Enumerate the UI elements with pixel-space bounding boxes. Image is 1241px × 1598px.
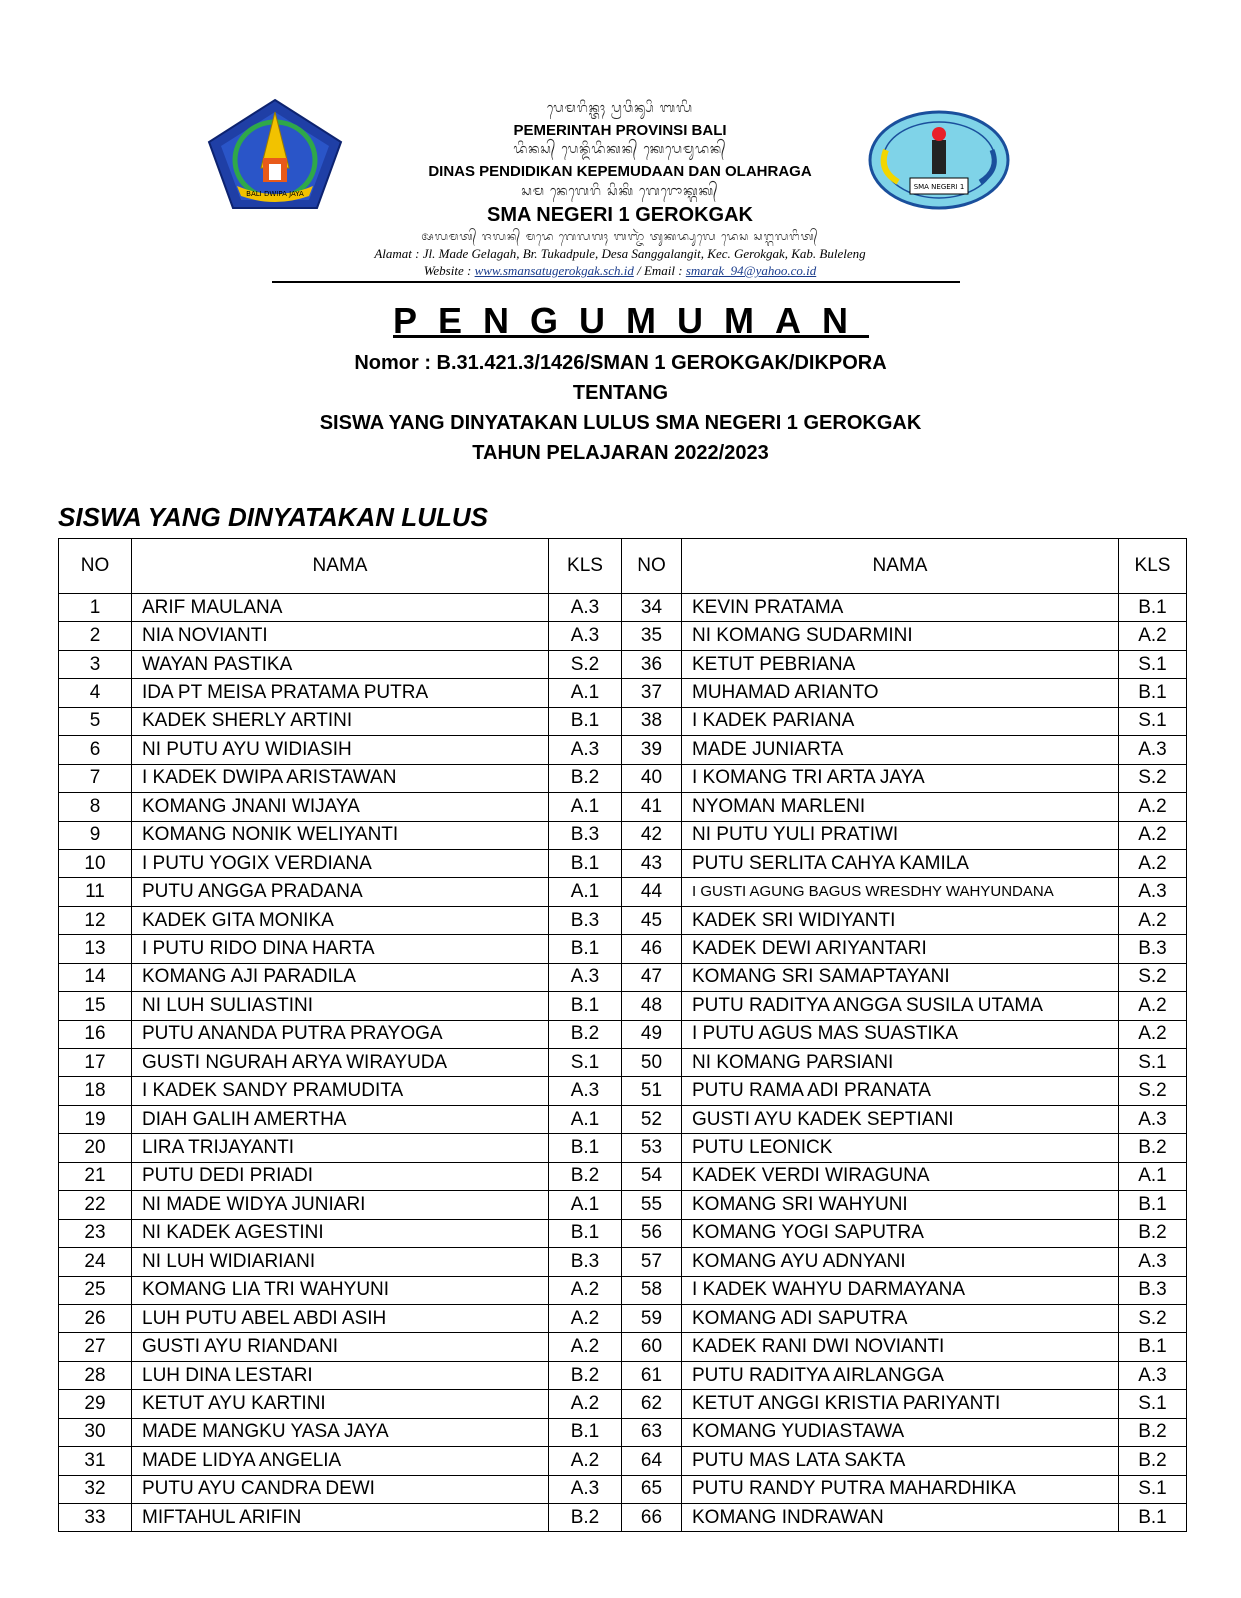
- row-no: 17: [59, 1049, 132, 1077]
- svg-text:SMA NEGERI 1: SMA NEGERI 1: [913, 183, 965, 191]
- row-class-2: B.2: [1119, 1447, 1187, 1475]
- row-name-2: I KADEK WAHYU DARMAYANA: [682, 1276, 1119, 1304]
- table-row: [59, 1020, 1187, 1048]
- row-class: A.2: [549, 1333, 622, 1361]
- row-class: B.2: [549, 1361, 622, 1389]
- row-class-2: A.3: [1119, 1361, 1187, 1389]
- row-name: PUTU ANGGA PRADANA: [132, 878, 549, 906]
- row-name: DIAH GALIH AMERTHA: [132, 1105, 549, 1133]
- row-name-2: KOMANG YUDIASTAWA: [682, 1418, 1119, 1446]
- table-row: [59, 1049, 1187, 1077]
- row-no: 22: [59, 1191, 132, 1219]
- row-no-2: 50: [622, 1049, 682, 1077]
- row-no: 27: [59, 1333, 132, 1361]
- row-class: S.2: [549, 650, 622, 678]
- row-name-2: PUTU SERLITA CAHYA KAMILA: [682, 849, 1119, 877]
- row-name: I KADEK DWIPA ARISTAWAN: [132, 764, 549, 792]
- row-name: KOMANG NONIK WELIYANTI: [132, 821, 549, 849]
- row-class-2: B.2: [1119, 1134, 1187, 1162]
- row-name-2: KOMANG INDRAWAN: [682, 1504, 1119, 1532]
- table-row: [59, 992, 1187, 1020]
- school-name: SMA NEGERI 1 GEROKGAK: [487, 204, 753, 226]
- row-name: PUTU DEDI PRIADI: [132, 1162, 549, 1190]
- header-name-2: NAMA: [682, 539, 1119, 594]
- row-name: NI PUTU AYU WIDIASIH: [132, 736, 549, 764]
- row-name: LUH DINA LESTARI: [132, 1361, 549, 1389]
- row-name: KADEK SHERLY ARTINI: [132, 707, 549, 735]
- table-row: [59, 935, 1187, 963]
- row-no: 26: [59, 1304, 132, 1332]
- row-class-2: S.1: [1119, 650, 1187, 678]
- row-class: B.1: [549, 935, 622, 963]
- table-row: [59, 878, 1187, 906]
- row-name-2: KEVIN PRATAMA: [682, 594, 1119, 622]
- row-no-2: 37: [622, 679, 682, 707]
- row-name-2: NI KOMANG PARSIANI: [682, 1049, 1119, 1077]
- row-no: 2: [59, 622, 132, 650]
- row-name: GUSTI AYU RIANDANI: [132, 1333, 549, 1361]
- row-name: NI KADEK AGESTINI: [132, 1219, 549, 1247]
- row-name-2: I KADEK PARIANA: [682, 707, 1119, 735]
- table-row: [59, 1361, 1187, 1389]
- row-name: LIRA TRIJAYANTI: [132, 1134, 549, 1162]
- row-no: 14: [59, 963, 132, 991]
- row-class: A.3: [549, 622, 622, 650]
- row-class: B.3: [549, 1248, 622, 1276]
- row-name-2: I PUTU AGUS MAS SUASTIKA: [682, 1020, 1119, 1048]
- row-class-2: A.1: [1119, 1162, 1187, 1190]
- row-no-2: 61: [622, 1361, 682, 1389]
- announcement-year: TAHUN PELAJARAN 2022/2023: [472, 442, 769, 464]
- table-row: [59, 1077, 1187, 1105]
- row-class: B.1: [549, 992, 622, 1020]
- row-class: A.3: [549, 1077, 622, 1105]
- table-row: [59, 849, 1187, 877]
- row-no: 32: [59, 1475, 132, 1503]
- announcement-title: PENGUMUMAN: [393, 300, 869, 341]
- header-kls: KLS: [549, 539, 622, 594]
- row-name-2: KETUT PEBRIANA: [682, 650, 1119, 678]
- agency-name: DINAS PENDIDIKAN KEPEMUDAAN DAN OLAHRAGA: [428, 163, 812, 180]
- row-no-2: 64: [622, 1447, 682, 1475]
- row-name: NIA NOVIANTI: [132, 622, 549, 650]
- row-no: 9: [59, 821, 132, 849]
- row-no: 33: [59, 1504, 132, 1532]
- row-class: B.2: [549, 1020, 622, 1048]
- graduates-table: [58, 538, 1187, 1532]
- row-class: B.1: [549, 1134, 622, 1162]
- row-name: I KADEK SANDY PRAMUDITA: [132, 1077, 549, 1105]
- row-no: 20: [59, 1134, 132, 1162]
- row-name-2: KADEK RANI DWI NOVIANTI: [682, 1333, 1119, 1361]
- row-name-2: KADEK SRI WIDIYANTI: [682, 906, 1119, 934]
- row-name: KOMANG AJI PARADILA: [132, 963, 549, 991]
- row-no-2: 60: [622, 1333, 682, 1361]
- row-class-2: B.1: [1119, 1504, 1187, 1532]
- row-name-2: PUTU LEONICK: [682, 1134, 1119, 1162]
- table-row: [59, 1219, 1187, 1247]
- row-class: B.1: [549, 849, 622, 877]
- balinese-script-line-1: ᬧᬾᬫᬭᬶᬦ᭄ᬢᬄ ᬧ᭄ᬭᬯᬶᬦ᭄ᬲᬶ ᬩᬮᬶ: [546, 101, 694, 116]
- row-no-2: 43: [622, 849, 682, 877]
- row-no: 18: [59, 1077, 132, 1105]
- row-class: B.2: [549, 764, 622, 792]
- row-class: A.3: [549, 594, 622, 622]
- row-name: MADE MANGKU YASA JAYA: [132, 1418, 549, 1446]
- row-no: 7: [59, 764, 132, 792]
- school-address: Alamat : Jl. Made Gelagah, Br. Tukadpule, Desa Sanggalangit, Kec. Gerokgak, Kab. Buleleng: [374, 246, 866, 261]
- row-no-2: 63: [622, 1418, 682, 1446]
- row-class: B.1: [549, 1219, 622, 1247]
- row-name: KADEK GITA MONIKA: [132, 906, 549, 934]
- table-row: [59, 707, 1187, 735]
- table-row: [59, 736, 1187, 764]
- announcement-about: TENTANG: [572, 382, 669, 404]
- table-row: [59, 1504, 1187, 1532]
- row-no: 28: [59, 1361, 132, 1389]
- table-row: [59, 1162, 1187, 1190]
- balinese-script-line-4: ᬅᬮᬫᬢ᭄ ᬚᬮᬦ᭄ ᬫᬤᬾ ᬕᬾᬮᬕᬄ ᬩᬜ᭄ᬚᬃ ᬢᬸᬓᬤ᭄ᬧᬸᬮᬾ ᬤᬾᬲ ᬲᬗ᭄ᬕᬮᬗᬶᬢ᭄: [421, 230, 819, 243]
- row-no-2: 59: [622, 1304, 682, 1332]
- table-row: [59, 1447, 1187, 1475]
- row-name-2: PUTU RADITYA ANGGA SUSILA UTAMA: [682, 992, 1119, 1020]
- row-class-2: B.2: [1119, 1219, 1187, 1247]
- row-no-2: 40: [622, 764, 682, 792]
- table-row: [59, 622, 1187, 650]
- row-class-2: A.2: [1119, 793, 1187, 821]
- table-row: [59, 906, 1187, 934]
- row-class-2: A.2: [1119, 821, 1187, 849]
- balinese-script-line-3: ᬲᬫ ᬦᬾᬕᬾᬭᬶ ᬲᬶᬓᬶ ᬕᬾᬭᭀᬓ᭄ᬕᬓ᭄: [521, 184, 719, 199]
- row-name-2: PUTU RANDY PUTRA MAHARDHIKA: [682, 1475, 1119, 1503]
- row-no: 4: [59, 679, 132, 707]
- row-class-2: A.2: [1119, 622, 1187, 650]
- row-name-2: PUTU RADITYA AIRLANGGA: [682, 1361, 1119, 1389]
- row-no: 10: [59, 849, 132, 877]
- row-no-2: 46: [622, 935, 682, 963]
- row-no: 3: [59, 650, 132, 678]
- row-name: I PUTU YOGIX VERDIANA: [132, 849, 549, 877]
- row-no: 29: [59, 1390, 132, 1418]
- row-no-2: 39: [622, 736, 682, 764]
- row-class: A.3: [549, 736, 622, 764]
- row-name: GUSTI NGURAH ARYA WIRAYUDA: [132, 1049, 549, 1077]
- row-class-2: B.1: [1119, 594, 1187, 622]
- header-name: NAMA: [132, 539, 549, 594]
- row-no: 5: [59, 707, 132, 735]
- row-no-2: 38: [622, 707, 682, 735]
- table-row: [59, 679, 1187, 707]
- table-row: [59, 793, 1187, 821]
- row-class: A.3: [549, 963, 622, 991]
- row-name: ARIF MAULANA: [132, 594, 549, 622]
- row-class-2: A.3: [1119, 1105, 1187, 1133]
- table-row: [59, 1390, 1187, 1418]
- table-row: [59, 1248, 1187, 1276]
- row-no: 24: [59, 1248, 132, 1276]
- row-no: 19: [59, 1105, 132, 1133]
- balinese-script-line-2: ᬤᬶᬦᬲ᭄ ᬧᬾᬦ᭄ᬤᬶᬤᬶᬓᬦ᭄ ᬓᬾᬧᬾᬫᬸᬤᬦ᭄: [513, 142, 727, 157]
- contact-line: [270, 263, 970, 279]
- row-no-2: 35: [622, 622, 682, 650]
- row-class-2: B.1: [1119, 1333, 1187, 1361]
- row-class-2: B.2: [1119, 1418, 1187, 1446]
- row-class: A.1: [549, 878, 622, 906]
- row-name-2: PUTU MAS LATA SAKTA: [682, 1447, 1119, 1475]
- row-class-2: S.1: [1119, 1390, 1187, 1418]
- row-class-2: A.2: [1119, 992, 1187, 1020]
- row-name: MADE LIDYA ANGELIA: [132, 1447, 549, 1475]
- row-name: PUTU ANANDA PUTRA PRAYOGA: [132, 1020, 549, 1048]
- announcement-subject: SISWA YANG DINYATAKAN LULUS SMA NEGERI 1 GEROKGAK: [319, 412, 922, 434]
- table-row: [59, 1191, 1187, 1219]
- row-name: KOMANG JNANI WIJAYA: [132, 793, 549, 821]
- government-name: PEMERINTAH PROVINSI BALI: [513, 122, 727, 139]
- row-no-2: 51: [622, 1077, 682, 1105]
- row-name: NI LUH WIDIARIANI: [132, 1248, 549, 1276]
- row-name: KOMANG LIA TRI WAHYUNI: [132, 1276, 549, 1304]
- letterhead-divider: [272, 281, 960, 283]
- row-class: B.3: [549, 906, 622, 934]
- row-class: S.1: [549, 1049, 622, 1077]
- email-label: / Email :: [633, 263, 686, 278]
- row-no-2: 44: [622, 878, 682, 906]
- row-class: A.1: [549, 1105, 622, 1133]
- row-class-2: S.2: [1119, 963, 1187, 991]
- row-name-2: MADE JUNIARTA: [682, 736, 1119, 764]
- row-no-2: 58: [622, 1276, 682, 1304]
- row-class: B.2: [549, 1504, 622, 1532]
- row-no: 30: [59, 1418, 132, 1446]
- row-no: 8: [59, 793, 132, 821]
- row-class-2: A.3: [1119, 1248, 1187, 1276]
- row-no: 15: [59, 992, 132, 1020]
- announcement-number: Nomor : B.31.421.3/1426/SMAN 1 GEROKGAK/DIKPORA: [354, 352, 887, 374]
- row-name: PUTU AYU CANDRA DEWI: [132, 1475, 549, 1503]
- row-no-2: 34: [622, 594, 682, 622]
- row-no-2: 48: [622, 992, 682, 1020]
- row-name: MIFTAHUL ARIFIN: [132, 1504, 549, 1532]
- table-row: [59, 1304, 1187, 1332]
- table-row: [59, 821, 1187, 849]
- row-no-2: 41: [622, 793, 682, 821]
- row-name-2: KOMANG ADI SAPUTRA: [682, 1304, 1119, 1332]
- row-class: B.1: [549, 707, 622, 735]
- row-class-2: B.3: [1119, 1276, 1187, 1304]
- row-class: A.1: [549, 679, 622, 707]
- row-no-2: 57: [622, 1248, 682, 1276]
- row-no: 23: [59, 1219, 132, 1247]
- row-name: NI MADE WIDYA JUNIARI: [132, 1191, 549, 1219]
- row-name: I PUTU RIDO DINA HARTA: [132, 935, 549, 963]
- row-no-2: 42: [622, 821, 682, 849]
- row-name-2: MUHAMAD ARIANTO: [682, 679, 1119, 707]
- row-class-2: B.1: [1119, 1191, 1187, 1219]
- row-name-2: KETUT ANGGI KRISTIA PARIYANTI: [682, 1390, 1119, 1418]
- table-row: [59, 963, 1187, 991]
- row-class: B.3: [549, 821, 622, 849]
- table-row: [59, 1276, 1187, 1304]
- row-name-2: KOMANG SRI WAHYUNI: [682, 1191, 1119, 1219]
- row-no: 1: [59, 594, 132, 622]
- row-name: LUH PUTU ABEL ABDI ASIH: [132, 1304, 549, 1332]
- row-class-2: S.1: [1119, 1475, 1187, 1503]
- svg-text:BALI DWIPA JAYA: BALI DWIPA JAYA: [246, 190, 304, 198]
- row-no: 11: [59, 878, 132, 906]
- row-no-2: 65: [622, 1475, 682, 1503]
- table-row: [59, 594, 1187, 622]
- row-no: 16: [59, 1020, 132, 1048]
- website-label: Website :: [423, 263, 475, 278]
- row-class: A.2: [549, 1447, 622, 1475]
- row-name-2: KOMANG AYU ADNYANI: [682, 1248, 1119, 1276]
- table-row: [59, 1418, 1187, 1446]
- row-no-2: 56: [622, 1219, 682, 1247]
- row-name-2: KOMANG YOGI SAPUTRA: [682, 1219, 1119, 1247]
- row-class: A.1: [549, 793, 622, 821]
- row-class-2: S.1: [1119, 1049, 1187, 1077]
- row-no: 13: [59, 935, 132, 963]
- table-row: [59, 650, 1187, 678]
- row-no-2: 66: [622, 1504, 682, 1532]
- row-name: KETUT AYU KARTINI: [132, 1390, 549, 1418]
- row-name-2: GUSTI AYU KADEK SEPTIANI: [682, 1105, 1119, 1133]
- row-no: 21: [59, 1162, 132, 1190]
- row-class-2: A.2: [1119, 906, 1187, 934]
- header-no-2: NO: [622, 539, 682, 594]
- row-no: 6: [59, 736, 132, 764]
- row-class: A.2: [549, 1390, 622, 1418]
- row-no-2: 45: [622, 906, 682, 934]
- row-name: IDA PT MEISA PRATAMA PUTRA: [132, 679, 549, 707]
- row-class-2: A.3: [1119, 736, 1187, 764]
- row-class-2: S.2: [1119, 1304, 1187, 1332]
- row-class: A.2: [549, 1304, 622, 1332]
- row-no-2: 47: [622, 963, 682, 991]
- row-class: A.3: [549, 1475, 622, 1503]
- row-class-2: S.2: [1119, 764, 1187, 792]
- row-name-2: KADEK DEWI ARIYANTARI: [682, 935, 1119, 963]
- row-name-2: PUTU RAMA ADI PRANATA: [682, 1077, 1119, 1105]
- row-no-2: 36: [622, 650, 682, 678]
- row-no-2: 62: [622, 1390, 682, 1418]
- row-class-2: S.1: [1119, 707, 1187, 735]
- row-name: NI LUH SULIASTINI: [132, 992, 549, 1020]
- table-row: [59, 764, 1187, 792]
- row-no-2: 55: [622, 1191, 682, 1219]
- row-name-2: I KOMANG TRI ARTA JAYA: [682, 764, 1119, 792]
- header-no: NO: [59, 539, 132, 594]
- row-name-2: NI PUTU YULI PRATIWI: [682, 821, 1119, 849]
- row-class: B.1: [549, 1418, 622, 1446]
- row-no-2: 54: [622, 1162, 682, 1190]
- row-name-2: KADEK VERDI WIRAGUNA: [682, 1162, 1119, 1190]
- row-class: A.2: [549, 1276, 622, 1304]
- row-name-2: NYOMAN MARLENI: [682, 793, 1119, 821]
- row-class-2: A.2: [1119, 1020, 1187, 1048]
- email-link[interactable]: smarak_94@yahoo.co.id: [685, 263, 817, 278]
- row-no-2: 53: [622, 1134, 682, 1162]
- header-kls-2: KLS: [1119, 539, 1187, 594]
- row-name-2: I GUSTI AGUNG BAGUS WRESDHY WAHYUNDANA: [682, 878, 1119, 906]
- row-class: A.1: [549, 1191, 622, 1219]
- row-class-2: A.3: [1119, 878, 1187, 906]
- row-class-2: A.2: [1119, 849, 1187, 877]
- row-name: WAYAN PASTIKA: [132, 650, 549, 678]
- table-row: [59, 1134, 1187, 1162]
- row-name-2: NI KOMANG SUDARMINI: [682, 622, 1119, 650]
- row-name-2: KOMANG SRI SAMAPTAYANI: [682, 963, 1119, 991]
- row-no-2: 52: [622, 1105, 682, 1133]
- table-header-row: [59, 539, 1187, 594]
- row-class: B.2: [549, 1162, 622, 1190]
- row-no: 25: [59, 1276, 132, 1304]
- row-no: 31: [59, 1447, 132, 1475]
- table-row: [59, 1105, 1187, 1133]
- section-title: SISWA YANG DINYATAKAN LULUS: [58, 502, 488, 532]
- table-row: [59, 1475, 1187, 1503]
- row-class-2: B.1: [1119, 679, 1187, 707]
- table-row: [59, 1333, 1187, 1361]
- website-link[interactable]: www.smansatugerokgak.sch.id: [474, 263, 634, 278]
- row-class-2: B.3: [1119, 935, 1187, 963]
- row-no: 12: [59, 906, 132, 934]
- row-class-2: S.2: [1119, 1077, 1187, 1105]
- row-no-2: 49: [622, 1020, 682, 1048]
